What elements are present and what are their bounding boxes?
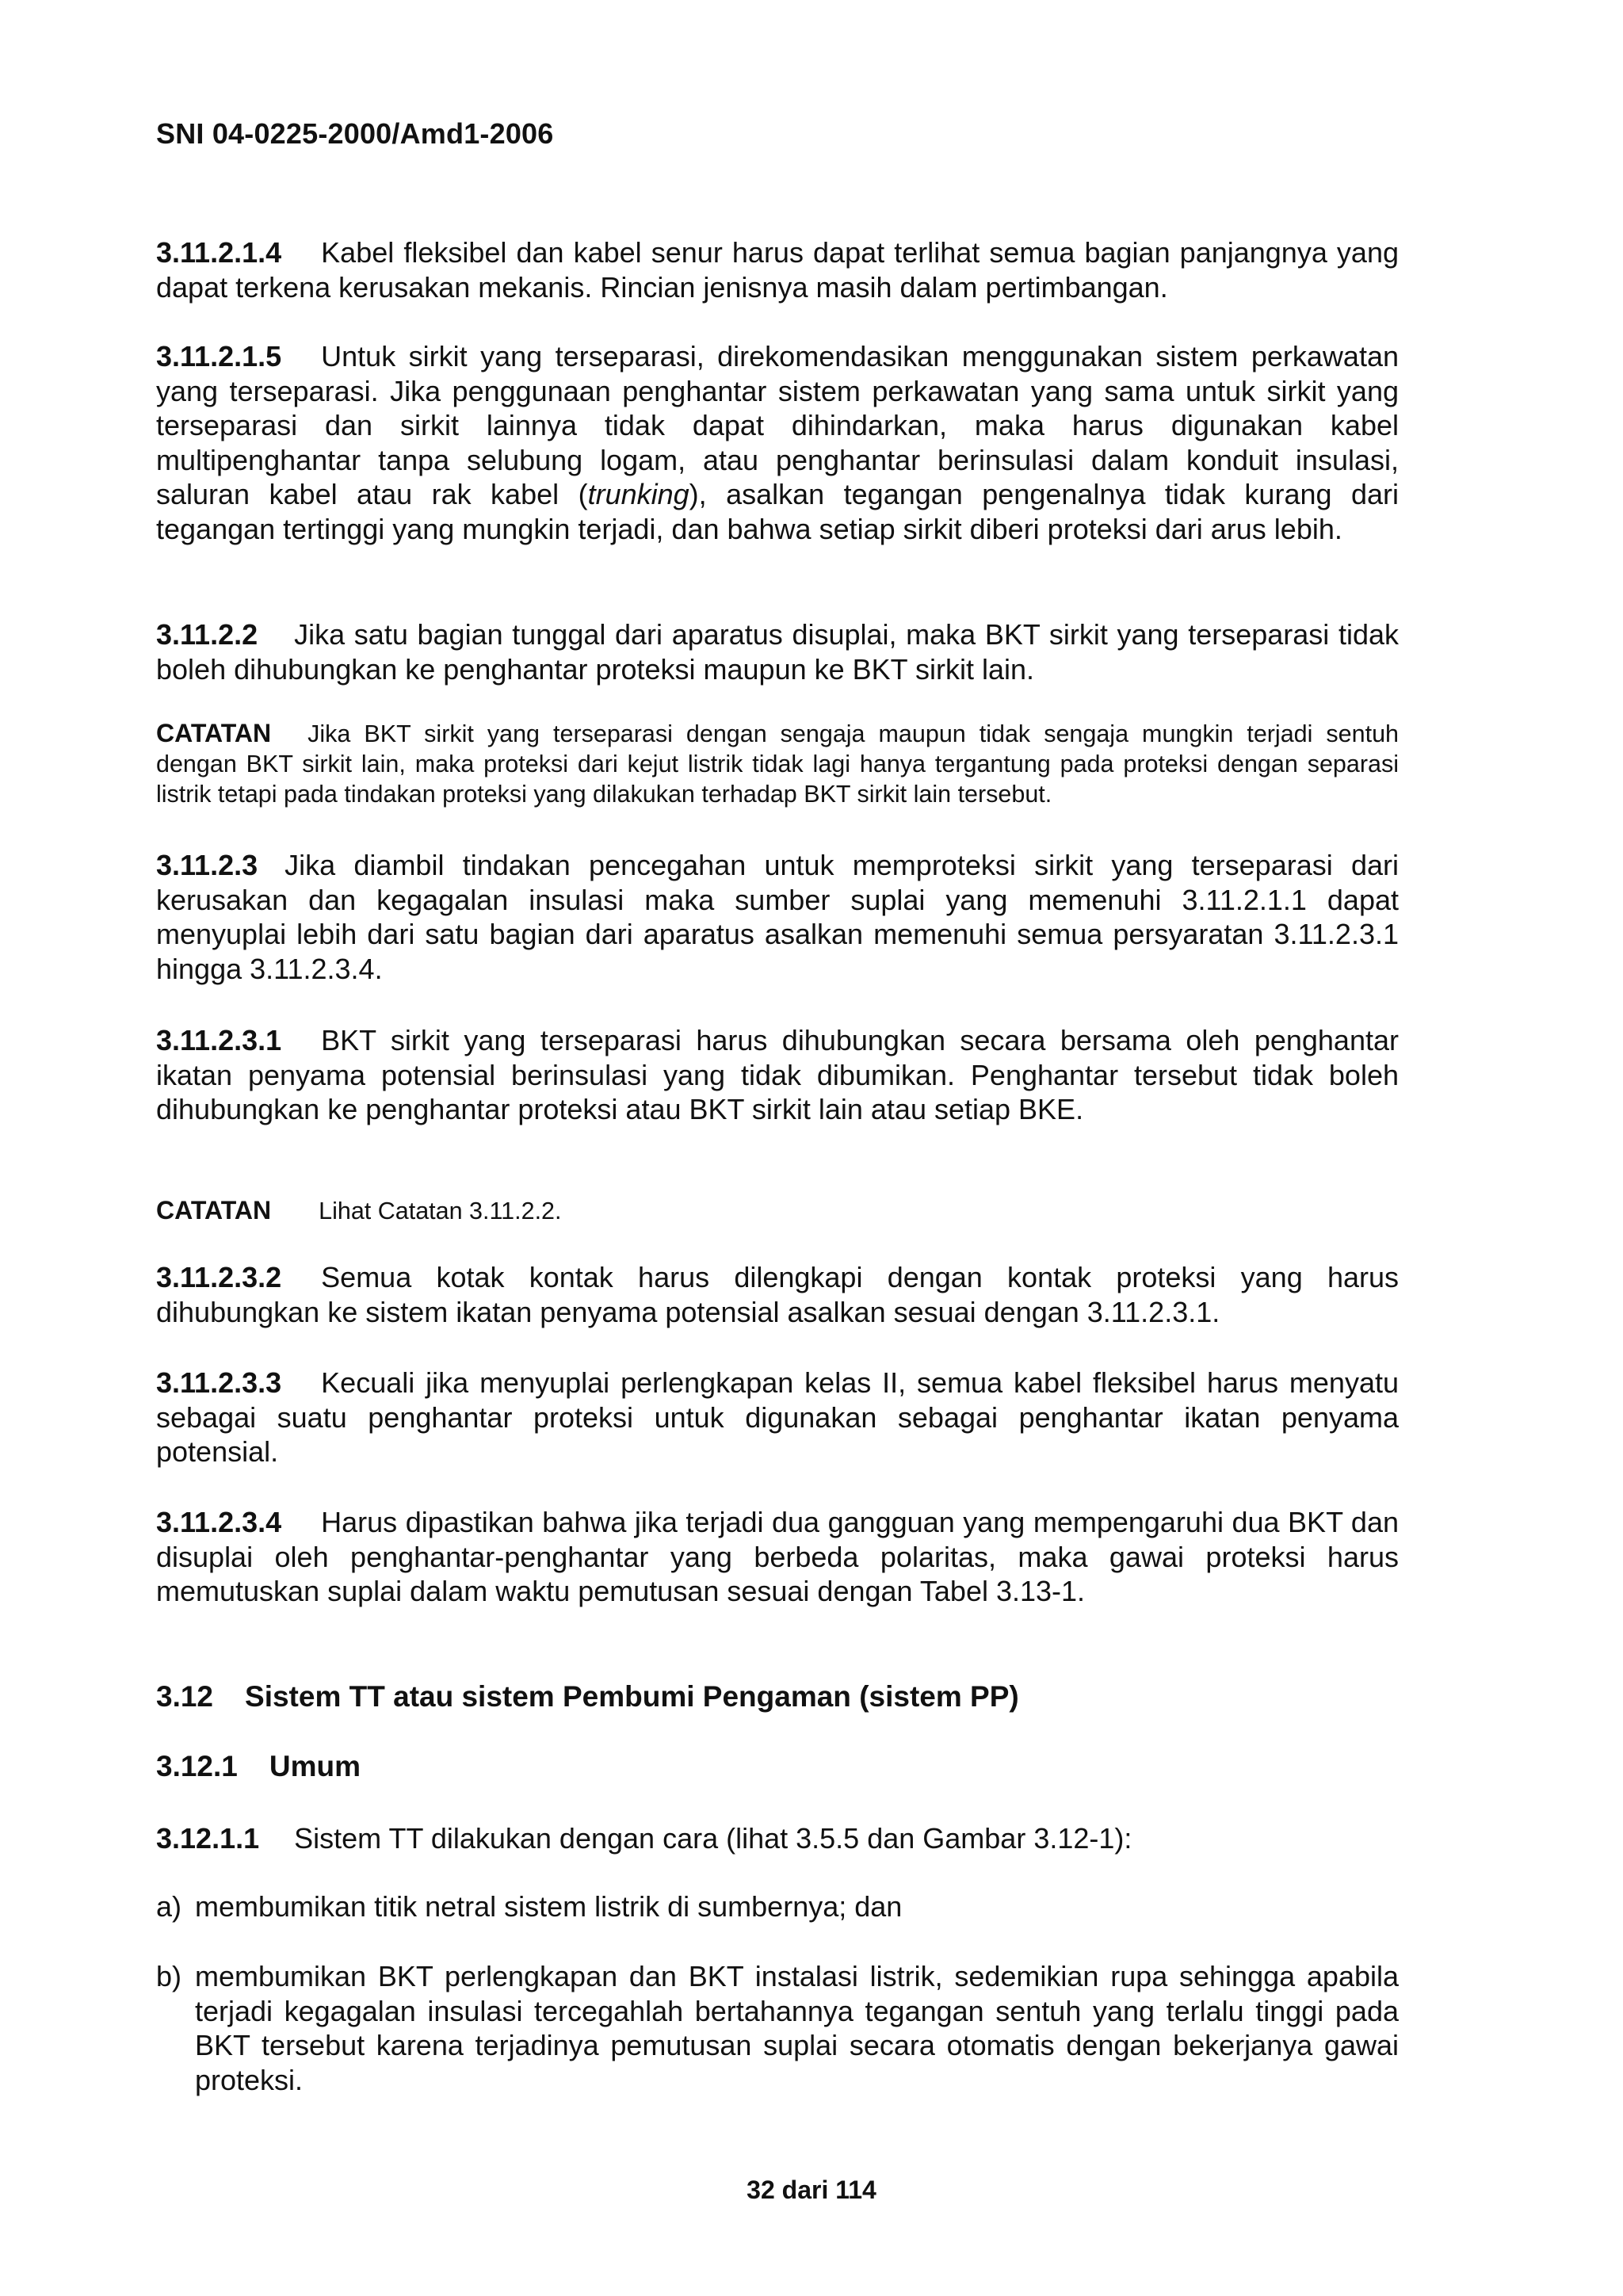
clause-3-11-2-1-4 [156,235,1399,304]
clause-number: 3.11.2.3.2 [156,1261,282,1293]
note-1 [156,718,1399,809]
clause-text: Semua kotak kontak harus dilengkapi dengan kontak proteksi yang harus dihubungkan ke sistem ikatan penyama potensial asalkan sesuai dengan 3.11.2.3.1. [156,1261,1399,1328]
note-label: CATATAN [156,1196,272,1224]
clause-text: Harus dipastikan bahwa jika terjadi dua gangguan yang mempengaruhi dua BKT dan disuplai oleh penghantar-penghantar yang berbeda polaritas, maka gawai proteksi harus memutuskan suplai dalam waktu pemutusan sesuai dengan Tabel 3.13-1. [156,1506,1399,1608]
clause-3-12-1-1 [156,1821,1399,1856]
list-item-text: membumikan titik netral sistem listrik di sumbernya; dan [195,1890,903,1923]
clause-text: Kecuali jika menyuplai perlengkapan kelas II, semua kabel fleksibel harus menyatu sebagai suatu penghantar proteksi untuk digunakan sebagai penghantar ikatan penyama potensial. [156,1366,1399,1469]
clause-text: Jika diambil tindakan pencegahan untuk memproteksi sirkit yang terseparasi dari kerusakan dan kegagalan insulasi maka sumber suplai yang memenuhi 3.11.2.1.1 dapat menyuplai lebih dari satu bagian dari aparatus asalkan memenuhi semua persyaratan 3.11.2.3.1 hingga 3.11.2.3.4. [156,849,1399,985]
section-heading-3-12-1 [156,1750,361,1783]
clause-text: Kabel fleksibel dan kabel senur harus dapat terlihat semua bagian panjangnya yang dapat terkena kerusakan mekanis. Rincian jenisnya masih dalam pertimbangan. [156,236,1399,304]
clause-number: 3.11.2.3.3 [156,1366,282,1399]
section-heading-3-12 [156,1680,1019,1713]
note-text: Lihat Catatan 3.11.2.2. [319,1198,562,1224]
clause-number: 3.11.2.3.4 [156,1506,282,1538]
clause-3-11-2-3-3 [156,1366,1399,1469]
page-number: 32 dari 114 [747,2176,876,2204]
clause-text-part-1: Untuk sirkit yang terseparasi, direkomendasikan menggunakan sistem perkawatan yang terseparasi. Jika penggunaan penghantar sistem perkawatan yang sama untuk sirkit yang terseparasi dan sirkit lainnya tidak dapat dihindarkan, maka harus digunakan kabel multipenghantar tanpa selubung logam, atau penghantar berinsulasi dalam konduit insulasi, saluran kabel atau rak kabel ( [156,340,1399,511]
note-text: Jika BKT sirkit yang terseparasi dengan sengaja maupun tidak sengaja mungkin terjadi sentuh dengan BKT sirkit lain, maka proteksi dari kejut listrik tidak lagi hanya tergantung pada proteksi dengan separasi listrik tetapi pada tindakan proteksi yang dilakukan terhadap BKT sirkit lain tersebut. [156,720,1399,808]
note-2 [156,1195,1399,1226]
clause-number: 3.11.2.1.4 [156,236,282,269]
clause-3-11-2-1-5 [156,339,1399,547]
heading-number: 3.12 [156,1680,214,1713]
list-item-a [156,1889,1399,1924]
list-item-text: membumikan BKT perlengkapan dan BKT instalasi listrik, sedemikian rupa sehingga apabila terjadi kegagalan insulasi tercegahlah bertahannya tegangan sentuh yang terlalu tinggi pada BKT tersebut karena terjadinya pemutusan suplai secara otomatis dengan bekerjanya gawai proteksi. [195,1960,1399,2096]
heading-text: Sistem TT atau sistem Pembumi Pengaman (sistem PP) [245,1680,1019,1713]
list-item-b [156,1959,1399,2097]
document-header: SNI 04-0225-2000/Amd1-2006 [156,117,554,150]
clause-3-11-2-3-4 [156,1505,1399,1609]
clause-3-11-2-3-1 [156,1023,1399,1127]
clause-number: 3.11.2.2 [156,618,258,651]
clause-text: BKT sirkit yang terseparasi harus dihubungkan secara bersama oleh penghantar ikatan penyama potensial berinsulasi yang tidak dibumikan. Penghantar tersebut tidak boleh dihubungkan ke penghantar proteksi atau BKT sirkit lain atau setiap BKE. [156,1024,1399,1126]
clause-number: 3.11.2.3.1 [156,1024,282,1056]
list-marker: a) [156,1890,182,1923]
clause-text-emphasis: trunking [587,478,689,511]
clause-text-part-2: ), asalkan tegangan pengenalnya tidak kurang dari tegangan tertinggi yang mungkin terjadi, dan bahwa setiap sirkit diberi proteksi dari arus lebih. [156,478,1399,545]
clause-3-11-2-3 [156,848,1399,986]
clause-text: Sistem TT dilakukan dengan cara (lihat 3.5.5 dan Gambar 3.12-1): [294,1822,1132,1855]
clause-number: 3.11.2.3 [156,849,258,881]
clause-text: Jika satu bagian tunggal dari aparatus disuplai, maka BKT sirkit yang terseparasi tidak boleh dihubungkan ke penghantar proteksi maupun ke BKT sirkit lain. [156,618,1399,686]
heading-text: Umum [269,1750,361,1782]
clause-number: 3.11.2.1.5 [156,340,282,372]
clause-3-11-2-3-2 [156,1260,1399,1329]
clause-number: 3.12.1.1 [156,1822,260,1855]
clause-3-11-2-2 [156,617,1399,686]
list-marker: b) [156,1960,182,1992]
heading-number: 3.12.1 [156,1750,238,1782]
note-label: CATATAN [156,719,272,747]
